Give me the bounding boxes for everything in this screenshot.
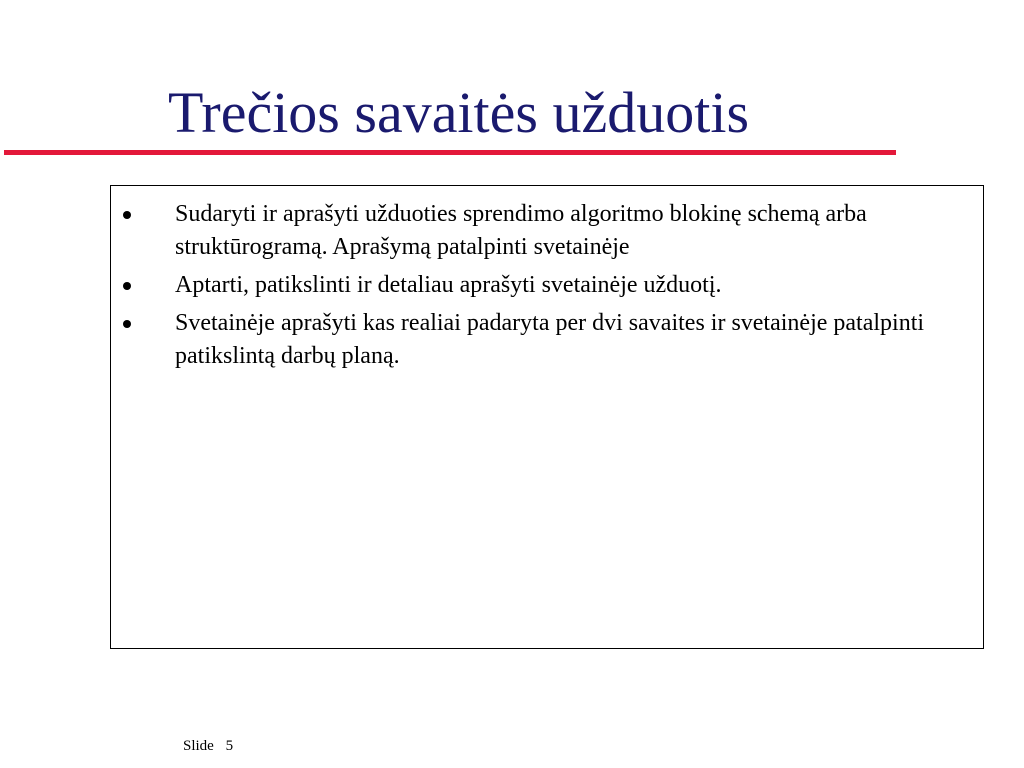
- bullet-item: [123, 307, 963, 373]
- footer-label: Slide: [183, 738, 214, 754]
- bullet-item: [123, 198, 963, 264]
- bullet-dot-icon: [123, 282, 131, 290]
- content-box: [110, 185, 984, 649]
- slide-title: Trečios savaitės užduotis: [168, 80, 750, 145]
- bullet-dot-icon: [123, 211, 131, 219]
- bullet-dot-icon: [123, 320, 131, 328]
- bullet-list: [123, 198, 963, 378]
- slide-footer: [183, 737, 233, 755]
- title-underline: [4, 150, 896, 155]
- bullet-text: Sudaryti ir aprašyti užduoties sprendimo algoritmo blokinę schemą arba struktūrogramą. Aprašymą patalpinti svetainėje: [175, 201, 867, 260]
- bullet-item: [123, 269, 963, 302]
- bullet-text: Aptarti, patikslinti ir detaliau aprašyti svetainėje užduotį.: [175, 272, 722, 298]
- slide-number: 5: [225, 738, 234, 754]
- bullet-text: Svetainėje aprašyti kas realiai padaryta per dvi savaites ir svetainėje patalpinti patikslintą darbų planą.: [175, 310, 925, 369]
